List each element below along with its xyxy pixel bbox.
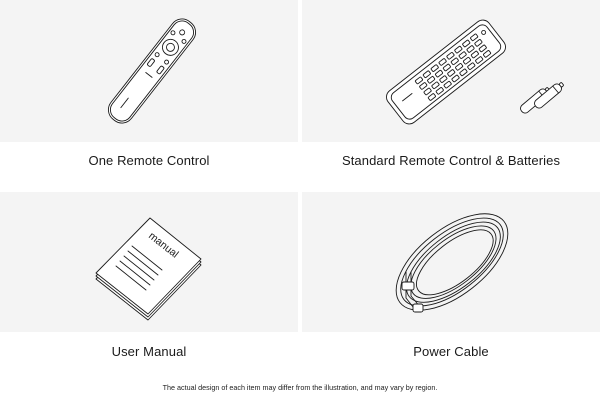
- one-remote-control-icon: [0, 0, 298, 142]
- item-label: Power Cable: [413, 344, 489, 359]
- power-cable-icon: [302, 192, 600, 332]
- footnote: The actual design of each item may differ from the illustration, and may vary by region.: [162, 383, 438, 392]
- item-user-manual: [0, 190, 298, 380]
- standard-remote-batteries-panel: [302, 0, 600, 142]
- item-label: One Remote Control: [88, 153, 210, 168]
- power-cable-panel: [302, 192, 600, 332]
- standard-remote-batteries-icon: [302, 0, 600, 142]
- manual-cover-text: manual: [146, 229, 181, 261]
- one-remote-control-panel: [0, 0, 298, 142]
- item-label: Standard Remote Control & Batteries: [341, 153, 561, 168]
- item-label: User Manual: [111, 344, 187, 359]
- item-power-cable: [302, 190, 600, 380]
- user-manual-panel: [0, 192, 298, 332]
- item-standard-remote-batteries: [302, 0, 600, 190]
- user-manual-icon: [0, 192, 298, 332]
- item-one-remote-control: [0, 0, 298, 190]
